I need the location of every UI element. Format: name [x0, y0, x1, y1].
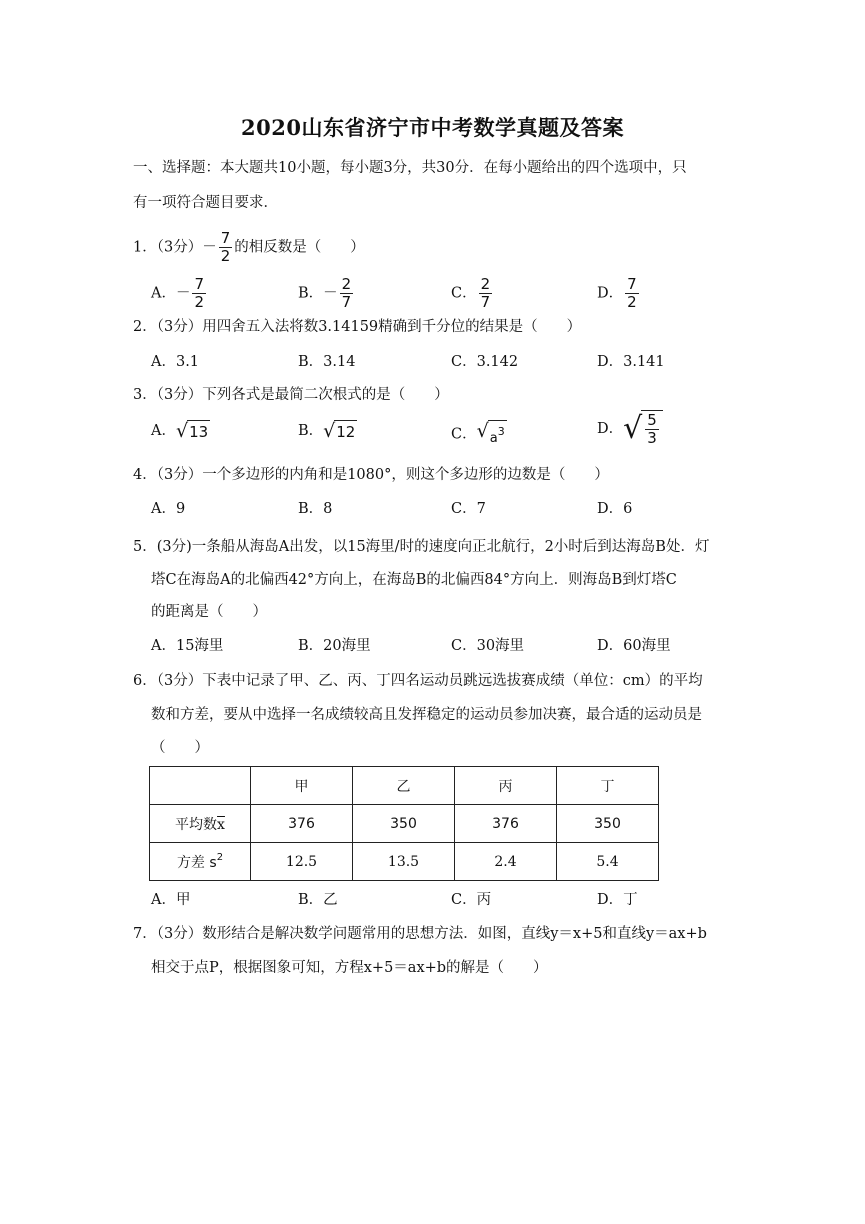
radicand-base: a — [489, 431, 498, 446]
option-sign: － — [323, 285, 338, 302]
question-4: 4．（3分）一个多边形的内角和是1080°，则这个多边形的边数是（ ） — [133, 467, 609, 483]
question-2-option-a[interactable]: A．3.1 — [151, 354, 200, 370]
question-1-suffix: 的相反数是（ ） — [234, 239, 365, 256]
row-label-mean — [150, 805, 251, 843]
radicand — [641, 410, 663, 448]
question-3-option-c[interactable] — [451, 420, 507, 449]
option-sign: － — [175, 285, 191, 302]
option-label: C． — [451, 285, 477, 302]
table-cell: 376 — [251, 805, 353, 843]
question-3-option-a[interactable] — [151, 420, 210, 442]
question-6-option-d[interactable]: D．丁 — [597, 892, 638, 908]
option-label: A． — [151, 423, 176, 439]
question-1-neg-sign: － — [202, 239, 217, 256]
question-5-line-2: 塔C在海岛A的北偏西42°方向上，在海岛B的北偏西84°方向上．则海岛B到灯塔C — [151, 572, 677, 588]
fraction-numerator: 5 — [647, 411, 657, 429]
option-label: C． — [451, 426, 477, 443]
question-5-line-3: 的距离是（ ） — [151, 604, 267, 620]
option-fraction — [625, 276, 639, 311]
table-cell: 12.5 — [251, 843, 353, 881]
question-5-line-1: 5．(3分)一条船从海岛A出发，以15海里/时的速度向正北航行，2小时后到达海岛B处．灯 — [133, 539, 710, 555]
question-6-line-2: 数和方差，要从中选择一名成绩较高且发挥稳定的运动员参加决赛，最合适的运动员是 — [151, 707, 702, 723]
table-cell: 13.5 — [353, 843, 455, 881]
fraction-denominator: 2 — [194, 293, 205, 311]
table-cell: 376 — [455, 805, 557, 843]
question-4-option-b[interactable]: B．8 — [298, 501, 333, 517]
option-label: B． — [298, 285, 324, 302]
radicand — [488, 420, 507, 449]
square-root: √ $\frac{5}{3}$ — [623, 410, 663, 448]
question-4-option-c[interactable]: C．7 — [451, 501, 486, 517]
square-root: √ $a^3$ — [477, 420, 507, 449]
option-label: B． — [298, 423, 324, 439]
radicand: 12 — [334, 420, 357, 442]
mean-symbol: $\overline{x}$ — [217, 816, 225, 833]
fraction-numerator: 7 — [220, 229, 231, 247]
fraction-numerator: 2 — [480, 275, 491, 293]
question-6-line-3: （ ） — [151, 740, 209, 756]
question-3: 3．（3分）下列各式是最简二次根式的是（ ） — [133, 387, 449, 403]
option-fraction — [479, 276, 493, 311]
table-row — [150, 843, 659, 881]
question-1-option-d[interactable] — [597, 276, 641, 311]
table-header-cell: 乙 — [353, 767, 455, 805]
fraction-numerator: 2 — [341, 275, 352, 293]
question-6-option-b[interactable]: B．乙 — [298, 892, 338, 908]
option-label: D． — [597, 285, 624, 302]
table-corner-cell — [150, 767, 251, 805]
question-2-option-b[interactable]: B．3.14 — [298, 354, 356, 370]
question-1-fraction — [219, 230, 233, 265]
radicand-exponent: 3 — [497, 425, 505, 438]
radicand: 13 — [187, 420, 210, 442]
square-root: √ 12 — [323, 420, 356, 442]
table-header-cell: 丁 — [557, 767, 659, 805]
question-1 — [133, 230, 365, 265]
section-instructions-line-2: 有一项符合题目要求． — [133, 195, 278, 211]
row-label-text: 平均数 — [175, 816, 218, 833]
page-title: 2020山东省济宁市中考数学真题及答案 — [241, 115, 624, 140]
table-header-row — [150, 767, 659, 805]
row-label-text: 方差 s — [176, 854, 217, 871]
table-cell: 350 — [557, 805, 659, 843]
option-label: D． — [597, 421, 624, 437]
question-4-option-a[interactable]: A．9 — [151, 501, 186, 517]
question-4-option-d[interactable]: D．6 — [597, 501, 633, 517]
question-5-option-c[interactable]: C．30海里 — [451, 638, 525, 654]
question-7-line-2: 相交于点P，根据图象可知，方程x+5＝ax+b的解是（ ） — [151, 960, 548, 976]
question-1-option-b[interactable] — [298, 276, 355, 311]
fraction-denominator: 7 — [480, 293, 491, 311]
table-header-cell: 甲 — [251, 767, 353, 805]
fraction-denominator: 7 — [341, 293, 352, 311]
question-5-option-b[interactable]: B．20海里 — [298, 638, 371, 654]
question-2-option-c[interactable]: C．3.142 — [451, 354, 519, 370]
question-1-option-a[interactable] — [151, 276, 208, 311]
option-label: A． — [151, 285, 176, 302]
question-6-line-1: 6．（3分）下表中记录了甲、乙、丙、丁四名运动员跳远选拔赛成绩（单位：cm）的平均 — [133, 673, 703, 689]
question-2-option-d[interactable]: D．3.141 — [597, 354, 665, 370]
square-root: √ 13 — [175, 420, 209, 442]
table-row — [150, 805, 659, 843]
question-5-option-a[interactable]: A．15海里 — [151, 638, 224, 654]
row-label-variance — [150, 843, 251, 881]
table-cell: 2.4 — [455, 843, 557, 881]
radicand-fraction — [645, 412, 659, 447]
athlete-scores-table — [149, 766, 659, 881]
option-fraction — [340, 276, 354, 311]
fraction-denominator: 2 — [220, 247, 231, 265]
fraction-denominator: 2 — [627, 293, 637, 311]
question-7-line-1: 7．（3分）数形结合是解决数学问题常用的思想方法．如图，直线y＝x+5和直线y＝ax+b — [133, 926, 707, 942]
question-3-option-b[interactable] — [298, 420, 357, 442]
question-6-option-a[interactable]: A．甲 — [151, 892, 191, 908]
question-2: 2．（3分）用四舍五入法将数3.14159精确到千分位的结果是（ ） — [133, 319, 582, 335]
question-1-option-c[interactable] — [451, 276, 494, 311]
question-1-prefix: 1．（3分） — [133, 239, 203, 256]
variance-exponent: 2 — [216, 851, 224, 863]
option-fraction — [192, 276, 206, 311]
question-6-option-c[interactable]: C．丙 — [451, 892, 492, 908]
fraction-numerator: 7 — [627, 275, 637, 293]
fraction-numerator: 7 — [194, 275, 205, 293]
section-instructions-line-1: 一、选择题：本大题共10小题，每小题3分，共30分．在每小题给出的四个选项中，只 — [133, 160, 687, 176]
question-3-option-d[interactable] — [597, 410, 663, 448]
question-5-option-d[interactable]: D．60海里 — [597, 638, 671, 654]
fraction-denominator: 3 — [647, 429, 657, 447]
table-cell: 5.4 — [557, 843, 659, 881]
table-header-cell: 丙 — [455, 767, 557, 805]
table-cell: 350 — [353, 805, 455, 843]
